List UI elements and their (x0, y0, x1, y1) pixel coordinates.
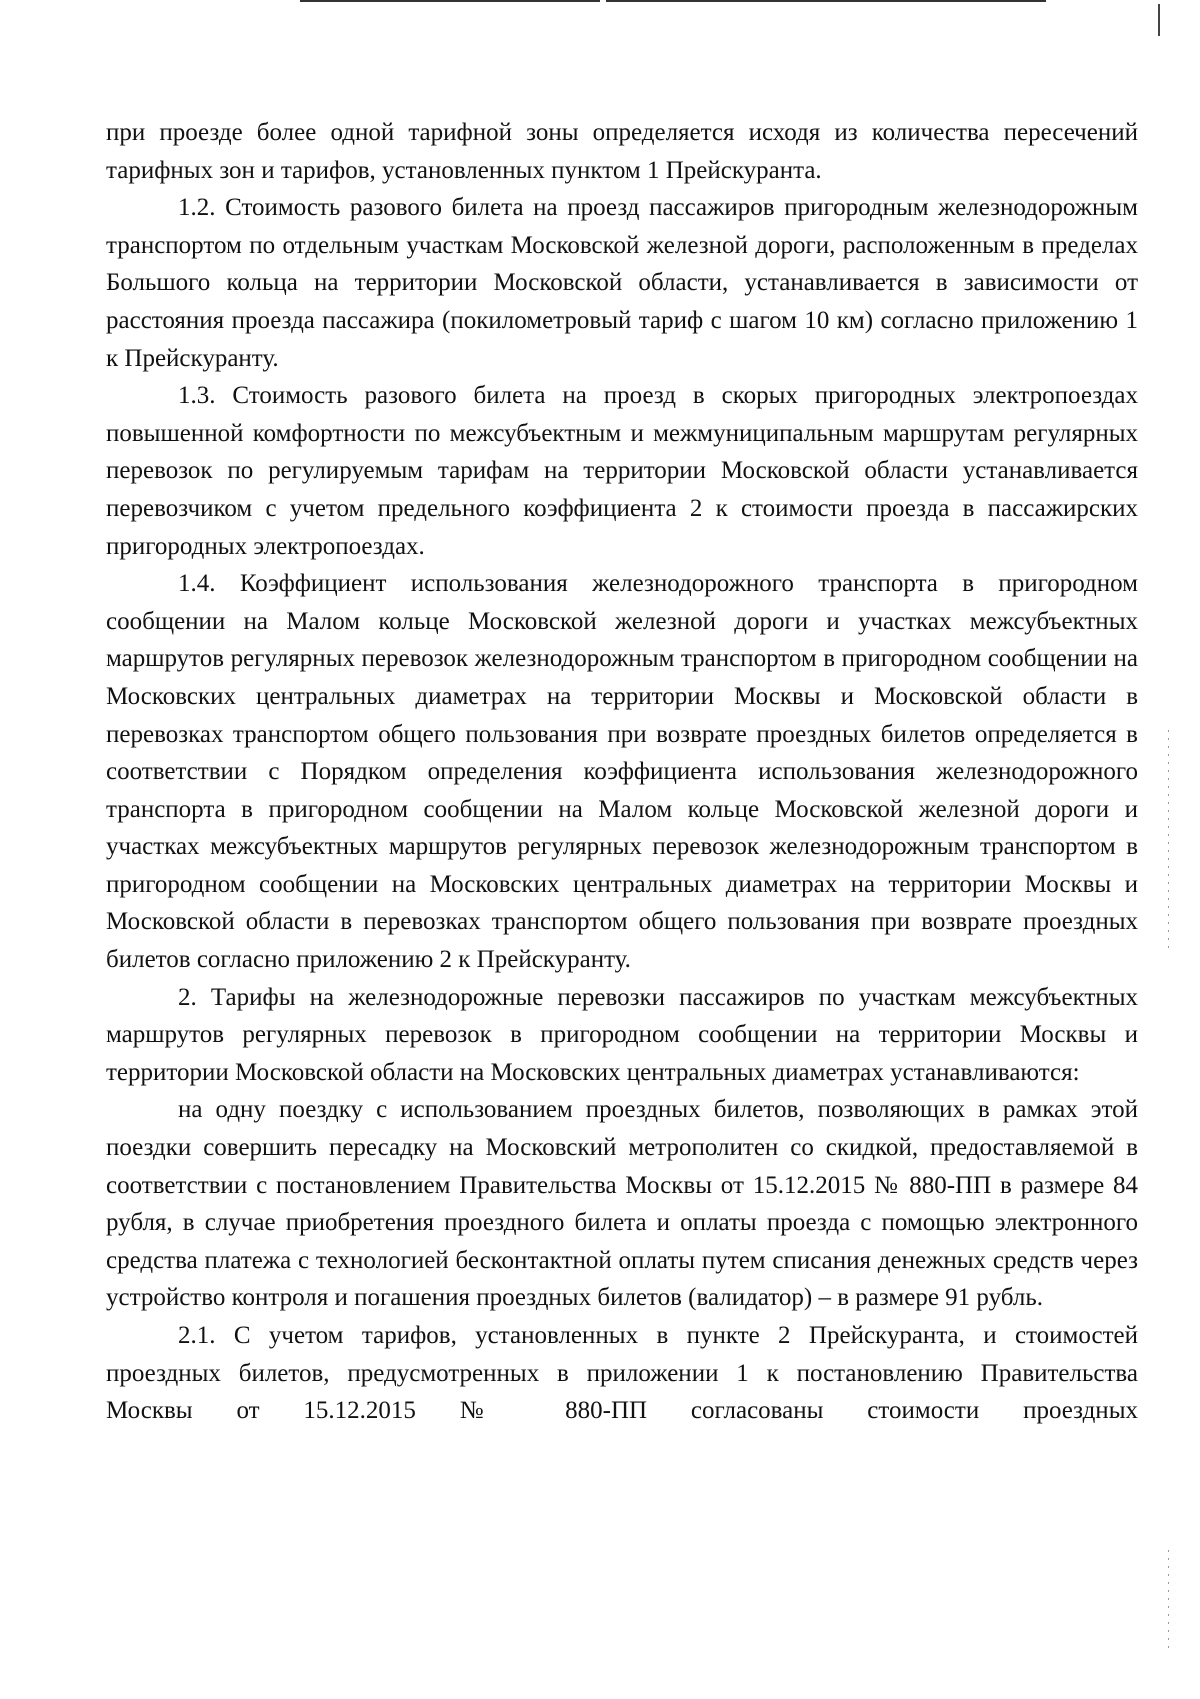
scan-edge-line (300, 0, 600, 2)
paragraph-2-tariff: на одну поездку с использованием проездных билетов, позволяющих в рамках этой поездки совершить пересадку на Московский метрополитен со скидкой, предоставляемой в соответствии с постановлением Правительства Москвы от 15.12.2015 № 880-ПП в размере 84 рубля, в случае приобретения проездного билета и оплаты проезда с помощью электронного средства платежа с технологией бесконтактной оплаты путем списания денежных средств через устройство контроля и погашения проездных билетов (валидатор) – в размере 91 рубль. (106, 1096, 1138, 1312)
scan-edge-line (606, 0, 1046, 2)
document-body (106, 114, 1138, 1430)
paragraph-continuation: при проезде более одной тарифной зоны определяется исходя из количества пересечений тарифных зон и тарифов, установленных пунктом 1 Прейскуранта. (106, 119, 1138, 184)
paragraph-1-2: 1.2. Стоимость разового билета на проезд пассажиров пригородным железнодорожным транспортом по отдельным участкам Московской железной дороги, расположенным в пределах Большого кольца на территории Московской области, устанавливается в зависимости от расстояния проезда пассажира (покилометровый тариф с шагом 10 км) согласно приложению 1 к Прейскуранту. (106, 194, 1138, 372)
paragraph-2: 2. Тарифы на железнодорожные перевозки пассажиров по участкам межсубъектных маршрутов регулярных перевозок в пригородном сообщении на территории Москвы и территории Московской области на Московских центральных диаметрах устанавливаются: (106, 983, 1138, 1086)
paragraph-1-4: 1.4. Коэффициент использования железнодорожного транспорта в пригородном сообщении на Малом кольце Московской железной дороги и участках межсубъектных маршрутов регулярных перевозок железнодорожным транспортом в пригородном сообщении на Московских центральных диаметрах на территории Москвы и Московской области в перевозках транспортом общего пользования при возврате проездных билетов определяется в соответствии с Порядком определения коэффициента использования железнодорожного транспорта в пригородном сообщении на Малом кольце Московской железной дороги и участках межсубъектных маршрутов регулярных перевозок железнодорожным транспортом в пригородном сообщении на Московских центральных диаметрах на территории Москвы и Московской области в перевозках транспортом общего пользования при возврате проездных билетов согласно приложению 2 к Прейскуранту. (106, 570, 1138, 974)
paragraph-2-1: 2.1. С учетом тарифов, установленных в пункте 2 Прейскуранта, и стоимостей проездных билетов, предусмотренных в приложении 1 к постановлению Правительства Москвы от 15.12.2015 № 880-ПП согласованы стоимости проездных (106, 1322, 1138, 1425)
paragraph-1-3: 1.3. Стоимость разового билета на проезд в скорых пригородных электропоездах повышенной комфортности по межсубъектным и межмуниципальным маршрутам регулярных перевозок по регулируемым тарифам на территории Московской области устанавливается перевозчиком с учетом предельного коэффициента 2 к стоимости проезда в пассажирских пригородных электропоездах. (106, 382, 1138, 560)
scan-edge-mark (1158, 4, 1160, 36)
scan-noise (1168, 730, 1169, 950)
scan-noise (1168, 1550, 1169, 1650)
